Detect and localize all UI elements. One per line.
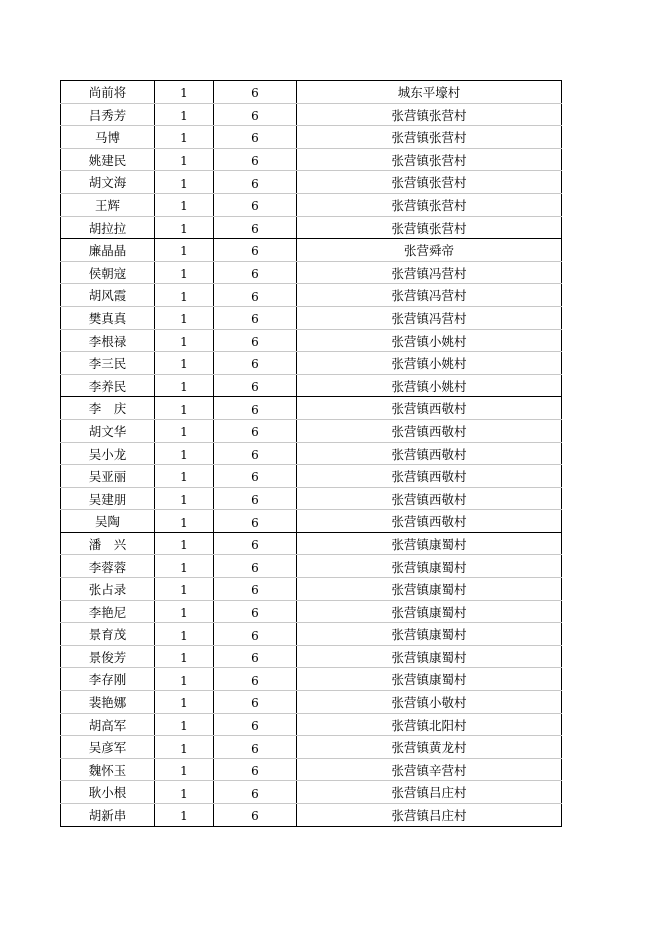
cell-value: 6: [214, 781, 297, 804]
table-row: [61, 804, 562, 827]
table-row: [61, 442, 562, 465]
cell-count: 1: [155, 600, 214, 623]
table-body: [61, 81, 562, 827]
table-row: [61, 578, 562, 601]
cell-address: 张营镇小敬村: [297, 691, 562, 714]
cell-address: 张营镇张营村: [297, 103, 562, 126]
cell-address: 张营镇西敬村: [297, 419, 562, 442]
cell-name: 李存刚: [61, 668, 155, 691]
cell-address: 张营舜帝: [297, 239, 562, 262]
cell-name: 姚建民: [61, 148, 155, 171]
cell-name: 李 庆: [61, 397, 155, 420]
table-row: [61, 261, 562, 284]
cell-address: 张营镇冯营村: [297, 261, 562, 284]
table-row: [61, 171, 562, 194]
cell-address: 张营镇北阳村: [297, 713, 562, 736]
cell-value: 6: [214, 261, 297, 284]
cell-value: 6: [214, 555, 297, 578]
table-row: [61, 103, 562, 126]
cell-address: 张营镇康蜀村: [297, 600, 562, 623]
cell-value: 6: [214, 126, 297, 149]
cell-value: 6: [214, 216, 297, 239]
cell-count: 1: [155, 532, 214, 555]
cell-count: 1: [155, 668, 214, 691]
cell-value: 6: [214, 103, 297, 126]
cell-value: 6: [214, 465, 297, 488]
cell-name: 魏怀玉: [61, 758, 155, 781]
cell-address: 张营镇冯营村: [297, 284, 562, 307]
cell-value: 6: [214, 532, 297, 555]
cell-count: 1: [155, 758, 214, 781]
cell-address: 张营镇张营村: [297, 171, 562, 194]
table-row: [61, 668, 562, 691]
table-row: [61, 736, 562, 759]
cell-name: 胡新串: [61, 804, 155, 827]
cell-value: 6: [214, 284, 297, 307]
cell-name: 李根禄: [61, 329, 155, 352]
cell-value: 6: [214, 81, 297, 104]
cell-name: 廉晶晶: [61, 239, 155, 262]
cell-name: 吕秀芳: [61, 103, 155, 126]
cell-count: 1: [155, 397, 214, 420]
cell-address: 张营镇黄龙村: [297, 736, 562, 759]
table-row: [61, 691, 562, 714]
table-row: [61, 81, 562, 104]
cell-count: 1: [155, 736, 214, 759]
cell-address: 张营镇康蜀村: [297, 578, 562, 601]
cell-value: 6: [214, 736, 297, 759]
cell-name: 吴陶: [61, 510, 155, 533]
cell-address: 张营镇西敬村: [297, 465, 562, 488]
cell-address: 张营镇康蜀村: [297, 555, 562, 578]
table-row: [61, 510, 562, 533]
table-row: [61, 600, 562, 623]
data-table: [60, 80, 562, 827]
cell-address: 张营镇吕庄村: [297, 804, 562, 827]
cell-value: 6: [214, 578, 297, 601]
cell-address: 张营镇张营村: [297, 193, 562, 216]
table-row: [61, 555, 562, 578]
cell-address: 张营镇辛营村: [297, 758, 562, 781]
cell-count: 1: [155, 713, 214, 736]
cell-count: 1: [155, 487, 214, 510]
cell-count: 1: [155, 126, 214, 149]
table-row: [61, 352, 562, 375]
cell-address: 张营镇康蜀村: [297, 532, 562, 555]
table-row: [61, 781, 562, 804]
cell-count: 1: [155, 623, 214, 646]
cell-value: 6: [214, 352, 297, 375]
cell-value: 6: [214, 306, 297, 329]
table-row: [61, 645, 562, 668]
table-row: [61, 487, 562, 510]
cell-value: 6: [214, 397, 297, 420]
cell-value: 6: [214, 713, 297, 736]
cell-address: 张营镇康蜀村: [297, 645, 562, 668]
cell-count: 1: [155, 329, 214, 352]
cell-value: 6: [214, 374, 297, 397]
cell-value: 6: [214, 148, 297, 171]
cell-name: 马博: [61, 126, 155, 149]
cell-value: 6: [214, 487, 297, 510]
table-row: [61, 397, 562, 420]
cell-value: 6: [214, 600, 297, 623]
cell-count: 1: [155, 804, 214, 827]
cell-count: 1: [155, 216, 214, 239]
table-row: [61, 193, 562, 216]
cell-count: 1: [155, 555, 214, 578]
cell-count: 1: [155, 148, 214, 171]
cell-count: 1: [155, 442, 214, 465]
cell-name: 张占录: [61, 578, 155, 601]
cell-name: 胡高军: [61, 713, 155, 736]
cell-name: 胡文华: [61, 419, 155, 442]
cell-name: 潘 兴: [61, 532, 155, 555]
cell-name: 王辉: [61, 193, 155, 216]
cell-count: 1: [155, 691, 214, 714]
table-row: [61, 419, 562, 442]
cell-count: 1: [155, 193, 214, 216]
cell-name: 裴艳娜: [61, 691, 155, 714]
cell-value: 6: [214, 239, 297, 262]
cell-value: 6: [214, 804, 297, 827]
cell-address: 张营镇康蜀村: [297, 623, 562, 646]
cell-name: 李艳尼: [61, 600, 155, 623]
cell-address: 张营镇张营村: [297, 216, 562, 239]
table-row: [61, 713, 562, 736]
cell-address: 张营镇小姚村: [297, 352, 562, 375]
cell-address: 张营镇西敬村: [297, 397, 562, 420]
cell-value: 6: [214, 171, 297, 194]
cell-count: 1: [155, 465, 214, 488]
cell-value: 6: [214, 329, 297, 352]
cell-value: 6: [214, 668, 297, 691]
cell-name: 李三民: [61, 352, 155, 375]
cell-address: 张营镇冯营村: [297, 306, 562, 329]
cell-name: 尚前将: [61, 81, 155, 104]
cell-value: 6: [214, 691, 297, 714]
cell-name: 吴小龙: [61, 442, 155, 465]
cell-value: 6: [214, 645, 297, 668]
cell-address: 张营镇康蜀村: [297, 668, 562, 691]
table-row: [61, 623, 562, 646]
cell-count: 1: [155, 81, 214, 104]
cell-name: 樊真真: [61, 306, 155, 329]
cell-value: 6: [214, 419, 297, 442]
cell-count: 1: [155, 284, 214, 307]
table-row: [61, 329, 562, 352]
cell-address: 张营镇西敬村: [297, 442, 562, 465]
cell-address: 张营镇小姚村: [297, 329, 562, 352]
cell-name: 吴建朋: [61, 487, 155, 510]
table-row: [61, 532, 562, 555]
cell-count: 1: [155, 419, 214, 442]
cell-value: 6: [214, 442, 297, 465]
cell-address: 张营镇吕庄村: [297, 781, 562, 804]
table-row: [61, 284, 562, 307]
cell-address: 张营镇西敬村: [297, 510, 562, 533]
cell-value: 6: [214, 510, 297, 533]
cell-name: 李养民: [61, 374, 155, 397]
cell-count: 1: [155, 261, 214, 284]
cell-address: 张营镇张营村: [297, 126, 562, 149]
cell-count: 1: [155, 578, 214, 601]
cell-name: 吴彦军: [61, 736, 155, 759]
cell-name: 景育茂: [61, 623, 155, 646]
cell-value: 6: [214, 758, 297, 781]
cell-address: 城东平壕村: [297, 81, 562, 104]
cell-name: 胡文海: [61, 171, 155, 194]
cell-name: 胡风霞: [61, 284, 155, 307]
cell-count: 1: [155, 374, 214, 397]
table-row: [61, 758, 562, 781]
table-row: [61, 239, 562, 262]
cell-name: 胡拉拉: [61, 216, 155, 239]
cell-count: 1: [155, 306, 214, 329]
cell-count: 1: [155, 171, 214, 194]
cell-name: 李蓉蓉: [61, 555, 155, 578]
cell-count: 1: [155, 239, 214, 262]
cell-address: 张营镇张营村: [297, 148, 562, 171]
table-row: [61, 148, 562, 171]
cell-name: 耿小根: [61, 781, 155, 804]
cell-count: 1: [155, 103, 214, 126]
table-row: [61, 306, 562, 329]
cell-count: 1: [155, 352, 214, 375]
cell-address: 张营镇西敬村: [297, 487, 562, 510]
cell-name: 侯朝寇: [61, 261, 155, 284]
table-row: [61, 374, 562, 397]
cell-value: 6: [214, 193, 297, 216]
cell-value: 6: [214, 623, 297, 646]
table-row: [61, 126, 562, 149]
cell-count: 1: [155, 510, 214, 533]
cell-name: 吴亚丽: [61, 465, 155, 488]
cell-address: 张营镇小姚村: [297, 374, 562, 397]
cell-count: 1: [155, 781, 214, 804]
table-row: [61, 216, 562, 239]
cell-name: 景俊芳: [61, 645, 155, 668]
cell-count: 1: [155, 645, 214, 668]
table-row: [61, 465, 562, 488]
